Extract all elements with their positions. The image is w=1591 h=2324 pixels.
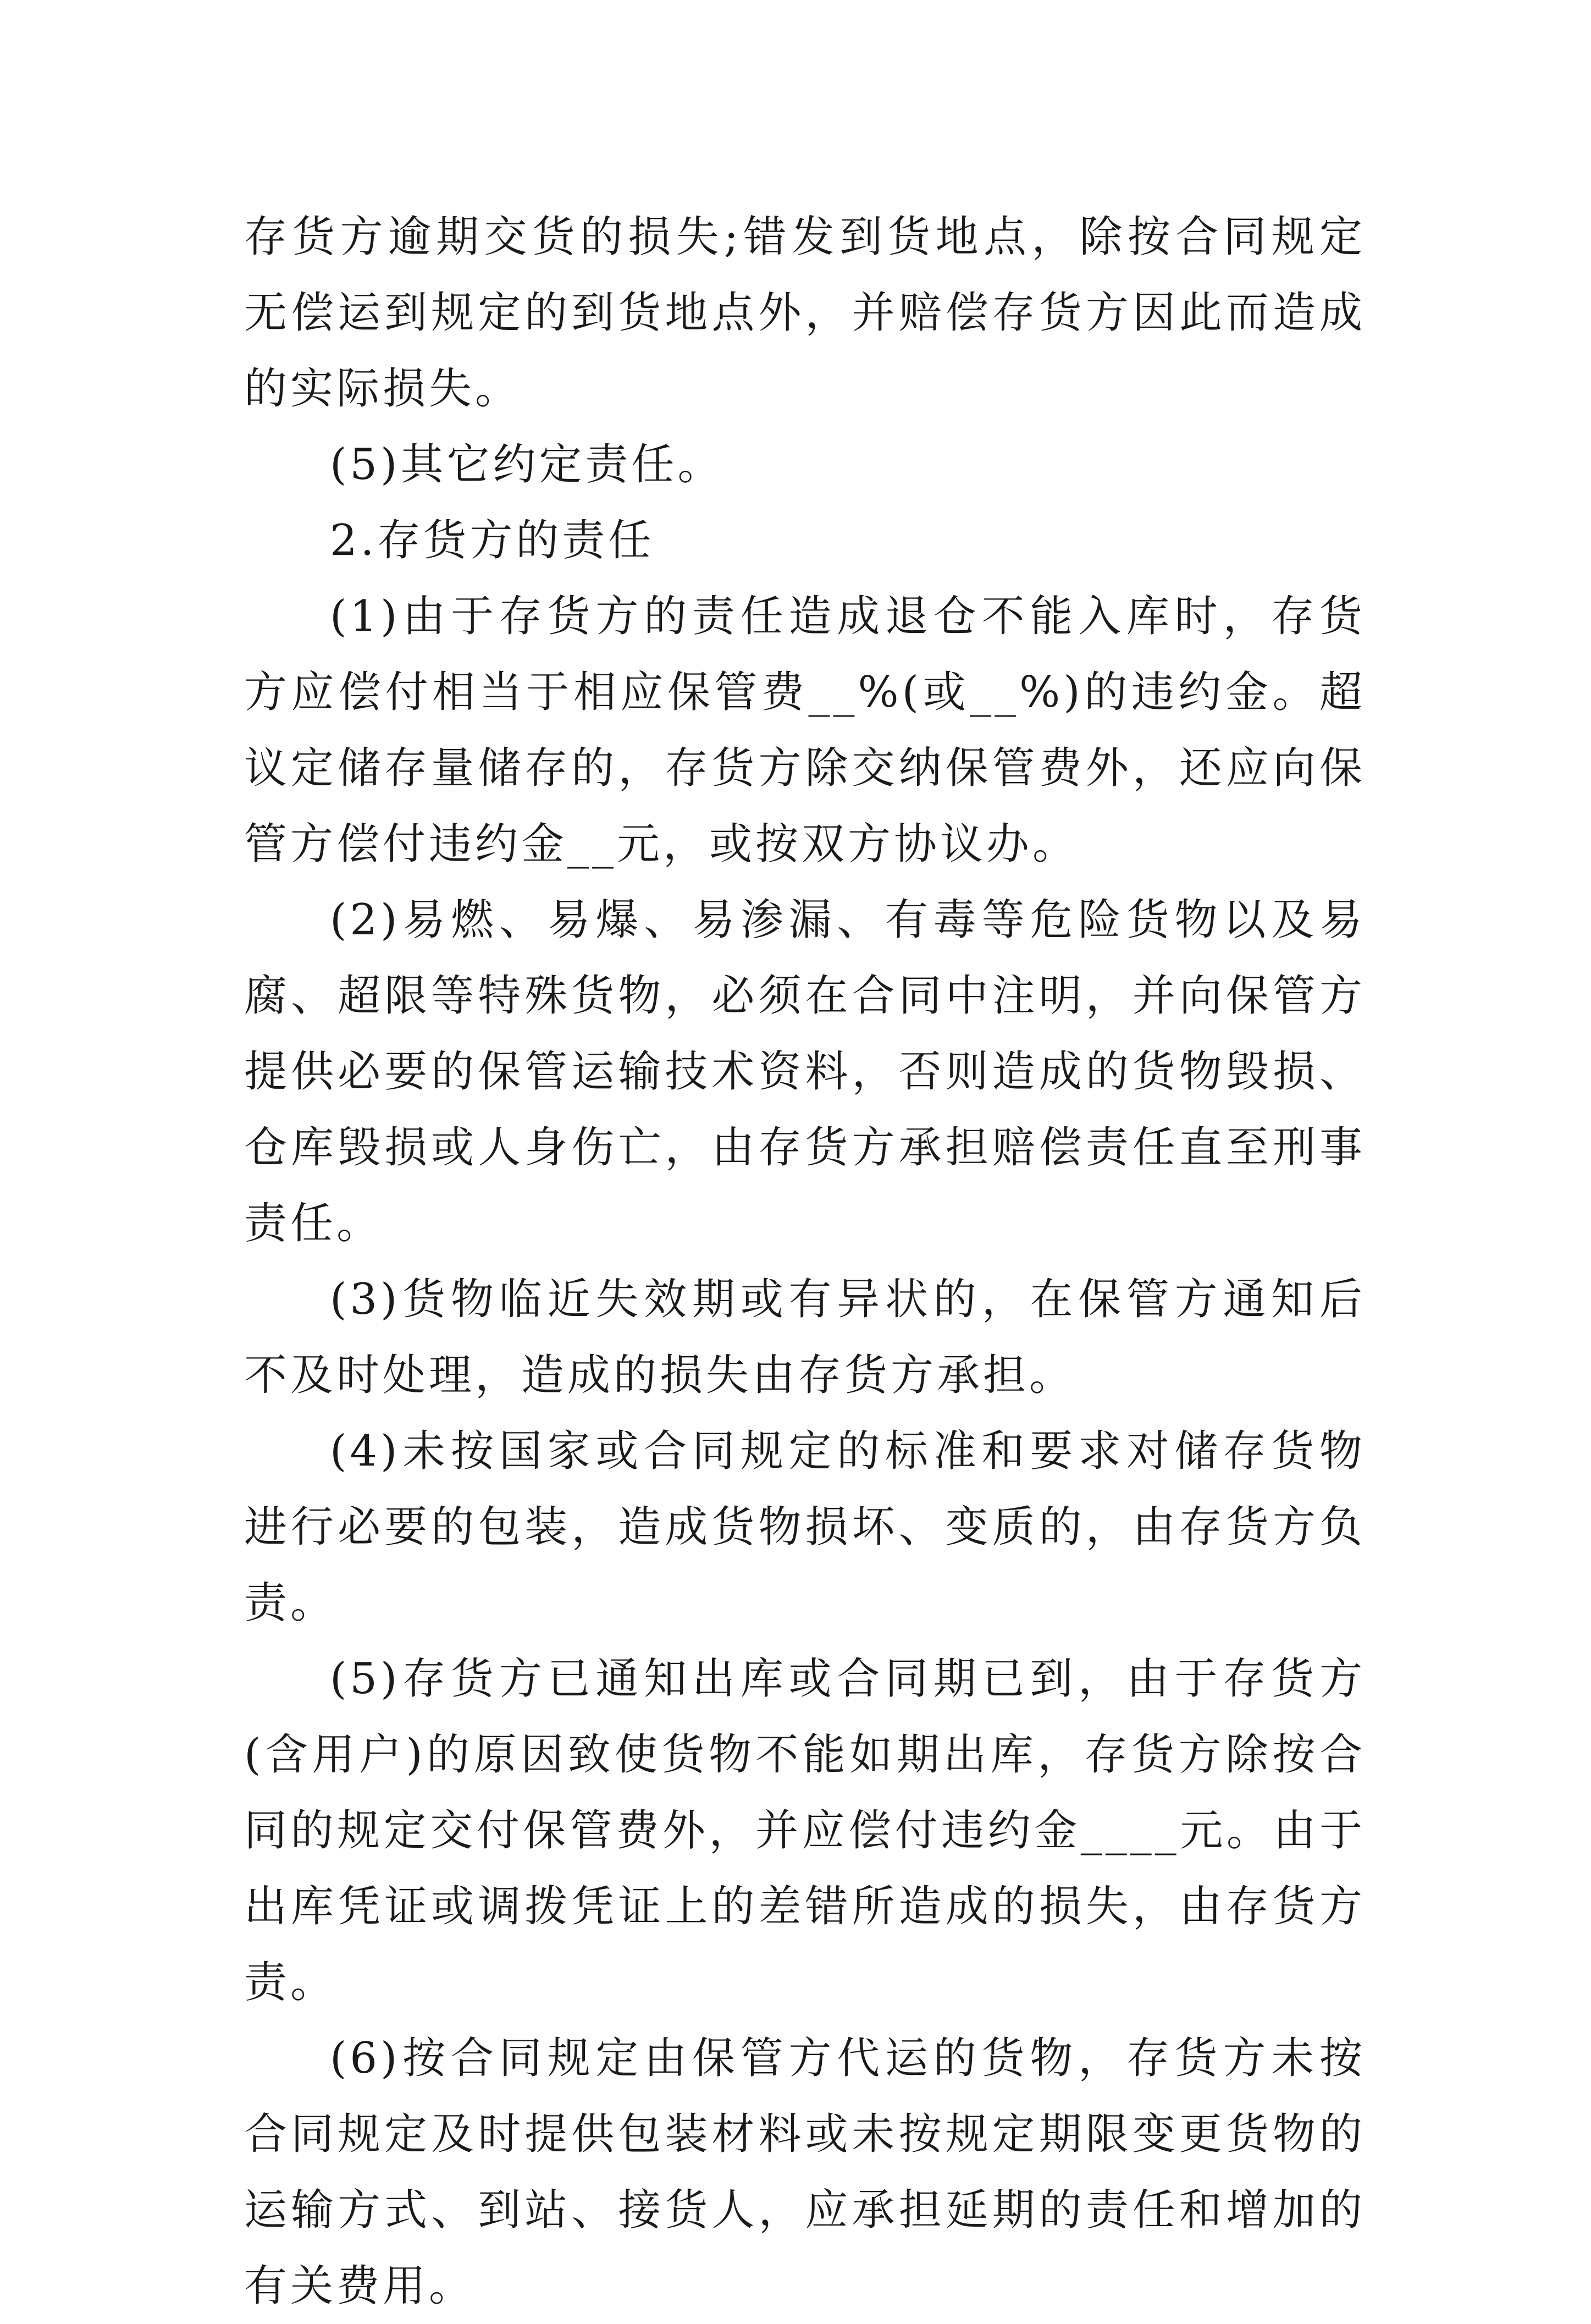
paragraph-item-5: (5)存货方已通知出库或合同期已到，由于存货方(含用户)的原因致使货物不能如期出库，存货方除按合同的规定交付保管费外，并应偿付违约金____元。由于出库凭证或调拨凭证上的差错所造成的损失，由存货方责。 xyxy=(244,1654,1366,2007)
paragraph-item-5-other: (5)其它约定责任。 xyxy=(330,440,724,489)
paragraph-item-3: (3)货物临近失效期或有异状的，在保管方通知后不及时处理，造成的损失由存货方承担。 xyxy=(244,1275,1366,1400)
paragraph-item-2: (2)易燃、易爆、易渗漏、有毒等危险货物以及易腐、超限等特殊货物，必须在合同中注明，并向保管方提供必要的保管运输技术资料，否则造成的货物毁损、仓库毁损或人身伤亡，由存货方承担赔偿责任直至刑事责任。 xyxy=(244,895,1366,1248)
paragraph-continuation: 存货方逾期交货的损失;错发到货地点，除按合同规定无偿运到规定的到货地点外，并赔偿存货方因此而造成的实际损失。 xyxy=(244,212,1366,414)
paragraph-item-4: (4)未按国家或合同规定的标准和要求对储存货物进行必要的包装，造成货物损坏、变质的，由存货方负责。 xyxy=(244,1427,1366,1628)
paragraph-item-1: (1)由于存货方的责任造成退仓不能入库时，存货方应偿付相当于相应保管费__%(或__%)的违约金。超议定储存量储存的，存货方除交纳保管费外，还应向保管方偿付违约金__元，或按双方协议办。 xyxy=(244,592,1366,869)
document-body xyxy=(244,199,1366,2324)
section-heading-depositor-liability: 2.存货方的责任 xyxy=(330,516,655,565)
paragraph-item-6: (6)按合同规定由保管方代运的货物，存货方未按合同规定及时提供包装材料或未按规定期限变更货物的运输方式、到站、接货人，应承担延期的责任和增加的有关费用。 xyxy=(244,2034,1366,2311)
